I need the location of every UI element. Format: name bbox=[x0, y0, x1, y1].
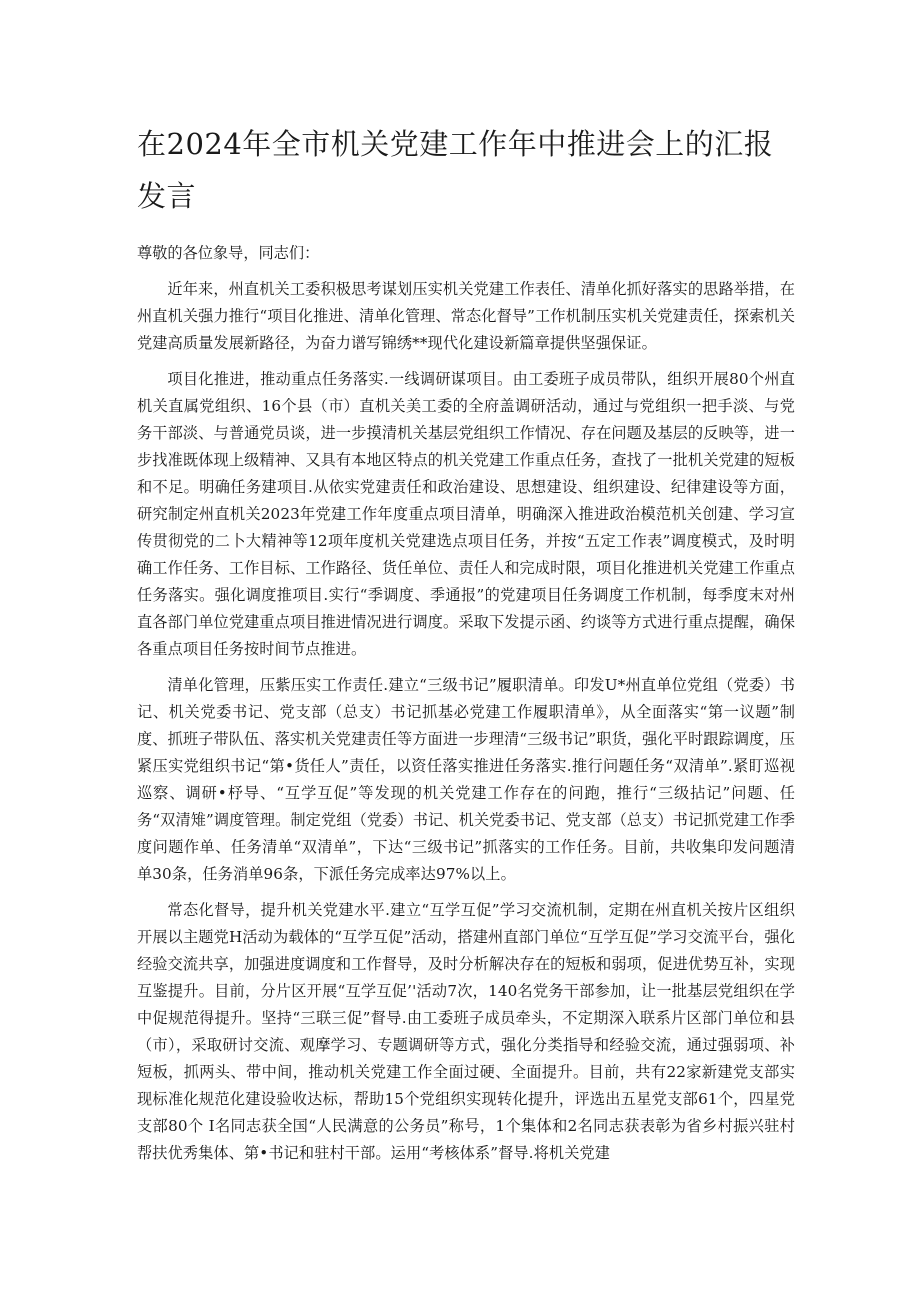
document-title: 在2024年全市机关党建工作年中推进会上的汇报发言 bbox=[137, 127, 774, 213]
paragraph-intro: 近年来，州直机关工委积极思考谋划压实机关党建工作表任、清单化抓好落实的思路举措，在州直机关强力推行“项目化推进、清单化管理、常态化督导”工作机制压实机关党建责任，探索机关党建高质量发展新路径，为奋力谱写锦绣**现代化建设新篇章提供坚强保证。 bbox=[137, 280, 795, 352]
paragraph-regular-supervision: 常态化督导，提升机关党建水平.建立“互学互促”学习交流机制，定期在州直机关按片区组织开展以主题党H活动为载体的“互学互促”活动，搭建州直部门单位“互学互促”学习交流平台，强化经验交流共享，加强进度调度和工作督导，及时分析解决存在的短板和弱项，促进优势互补，实现互鉴提升。目前，分片区开展“互学互促’'活动7次，140名党务干部参加，让一批基层党组织在学中促规范得提升。坚持“三联三促”督导.由工委班子成员牵头，不定期深入联系片区部门单位和县（市），采取研讨交流、观摩学习、专题调研等方式，强化分类指导和经验交流，通过强弱项、补短板，抓两头、带中间，推动机关党建工作全面过硬、全面提升。目前，共有22家新建党支部实现标准化规范化建设验收达标，帮助15个党组织实现转化提升，评选出五星党支部61个，四星党支部80个 I名同志获全国“人民满意的公务员”称号，1个集体和2名同志获表彰为省乡村振兴驻村帮扶优秀集体、第•书记和驻村干部。运用“考核体系”督导.将机关党建 bbox=[137, 901, 795, 1162]
paragraph-checklist-management: 清单化管理，压紫压实工作责任.建立“三级书记”履职清单。印发U*州直单位党组（党委）书记、机关党委书记、党支部（总支）书记抓基必党建工作履职清单》，从全面落实“第一议题”制度、抓班子带队伍、落实机关党建责任等方面进一步理清“三级书记”职货，强化平时跟踪调度，压紧压实党组织书记“第•货任人”责任，以资任落实推进任务落实.推行问题任务“双清单”.紧盯巡视巡察、调研•杼导、“互学互促”等发现的机关党建工作存在的问跑，推行“三级拈记”问题、任务“双清雉”调度管理。制定党组（党委）书记、机关党委书记、党支部（总支）书记抓党建工作季度问题作单、任务清单“双清单”，下达“三级书记”抓落实的工作任务。目前，共收集印发问题清单30条，任务消单96条，下派任务完成率达97%以上。 bbox=[137, 676, 795, 883]
salutation: 尊敬的各位象导，同志们： bbox=[137, 244, 320, 262]
document-page bbox=[137, 118, 795, 1176]
paragraph-project-promotion: 项目化推进，推动重点任务落实.一线调研谋项目。由工委班子成员带队，组织开展80个州直机关直属党组织、16个县（市）直机关美工委的全府盖调研活动，通过与党组织一把手淡、与党务干部淡、与普通党员谈，进一步摸清机关基层党组织工作情况、存在问题及基层的反映等，进一步找准既体现上级精神、又具有本地区特点的机关党建工作重点任务，查找了一批机关党建的短板和不足。明确任务建项目.从依实党建责任和政治建设、思想建设、组织建设、纪律建设等方面，研究制定州直机关2023年党建工作年度重点项目清单，明确深入推进政治模范机关创建、学习宣传贯彻党的二卜大精神等12项年度机关党建选点项目任务，并按“五定工作表”调度模式，及时明确工作任务、工作目标、工作路径、货任单位、责任人和完成时限，项目化推进机关党建工作重点任务落实。强化调度推项目.实行“季调度、季通报”的党建项目任务调度工作机制，每季度末对州直各部门单位党建重点项目推进情况进行调度。采取下发提示函、约谈等方式进行重点提醒，确保各重点项目任务按时间节点推进。 bbox=[137, 370, 795, 658]
